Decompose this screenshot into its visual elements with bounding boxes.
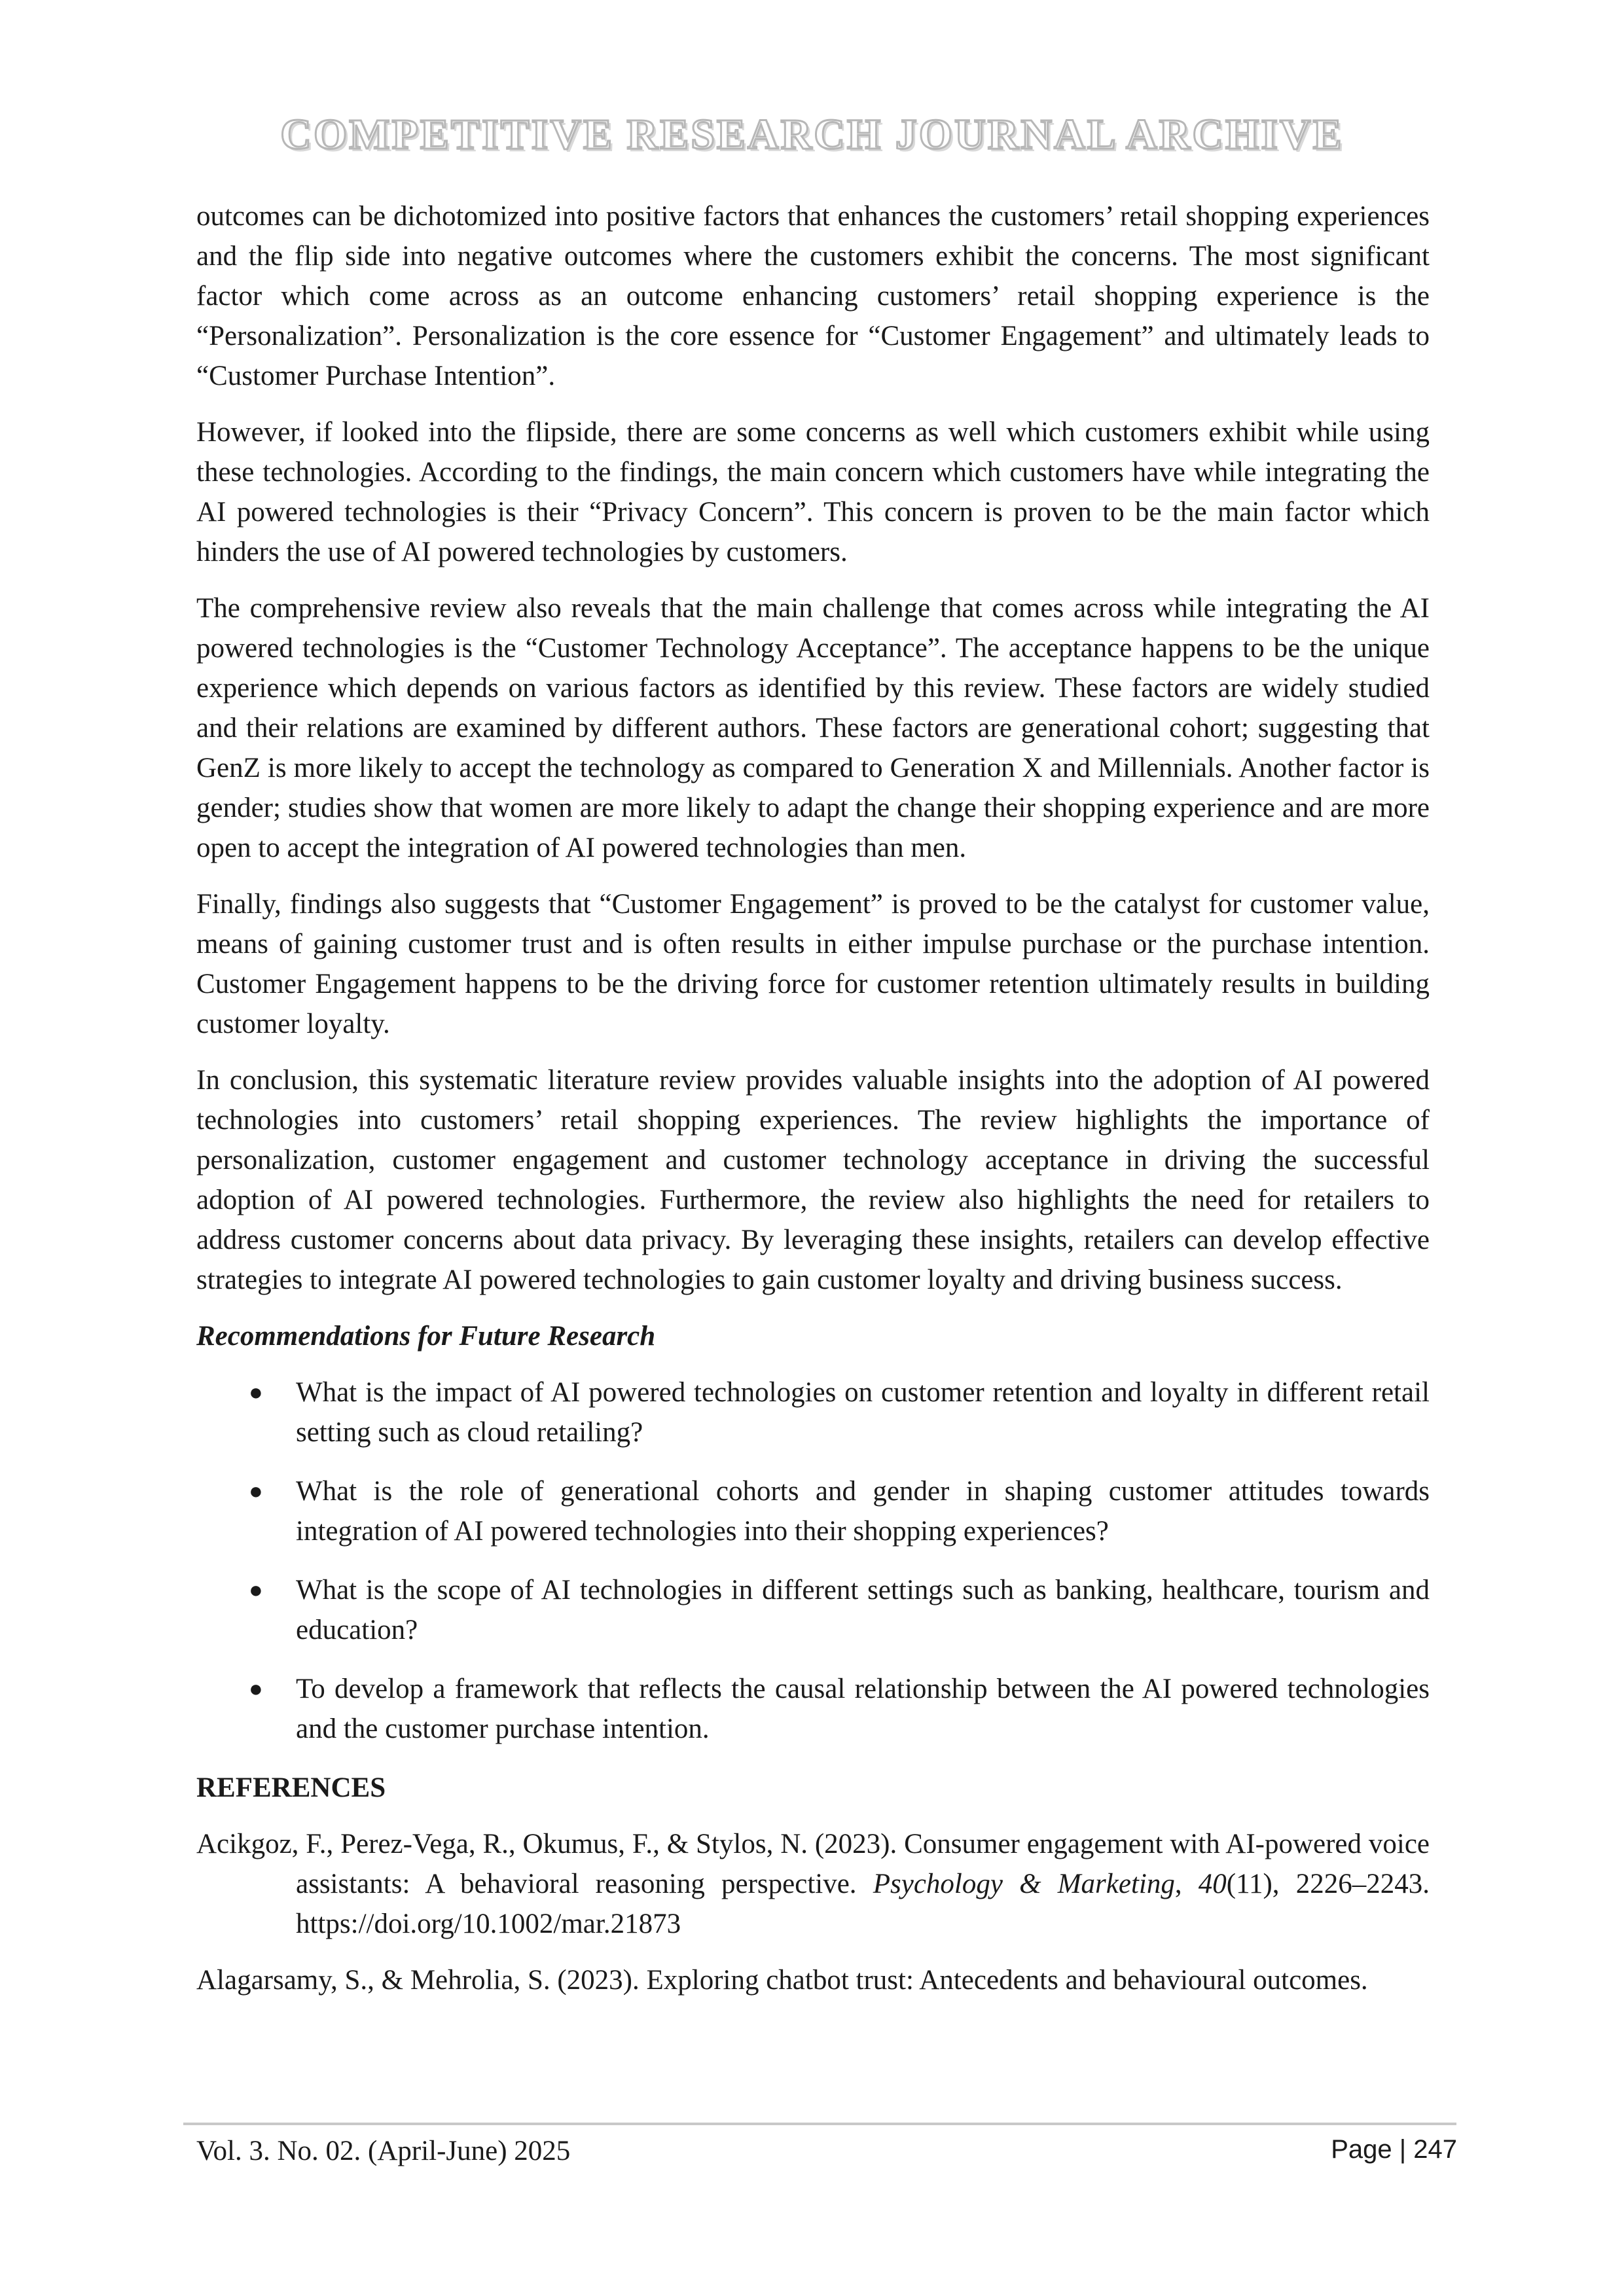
list-item bbox=[196, 1471, 1430, 1551]
reference-authors-title: Acikgoz, F., Perez-Vega, R., Okumus, F., & Stylos, N. (2023). Consumer engagement with AI-powered voice assistants: A behavioral reasoning perspective. bbox=[196, 1829, 1430, 1899]
bullet-icon: ● bbox=[249, 1676, 263, 1702]
footer-volume-info: Vol. 3. No. 02. (April-June) 2025 bbox=[196, 2136, 571, 2166]
list-item-text: What is the role of generational cohorts and gender in shaping customer attitudes towards integration of AI powered technologies into their shopping experiences? bbox=[296, 1476, 1430, 1547]
body-paragraph: outcomes can be dichotomized into positive factors that enhances the customers’ retail shopping experiences and the flip side into negative outcomes where the customers exhibit the concerns. The most significant factor which come across as an outcome enhancing customers’ retail shopping experience is the “Personalization”. Personalization is the core essence for “Customer Engagement” and ultimately leads to “Customer Purchase Intention”. bbox=[196, 201, 1430, 391]
list-item bbox=[196, 1669, 1430, 1749]
references-heading: REFERENCES bbox=[196, 1772, 386, 1803]
reference-entry bbox=[196, 1824, 1430, 1944]
page-content bbox=[196, 196, 1430, 2017]
reference-volume: 40 bbox=[1198, 1869, 1227, 1899]
bullet-icon: ● bbox=[249, 1478, 263, 1504]
body-paragraph: The comprehensive review also reveals that the main challenge that comes across while integrating the AI powered technologies is the “Customer Technology Acceptance”. The acceptance happens to be the unique experience which depends on various factors as identified by this review. These factors are widely studied and their relations are examined by different authors. These factors are generational cohort; suggesting that GenZ is more likely to accept the technology as compared to Generation X and Millennials. Another factor is gender; studies show that women are more likely to adapt the change their shopping experience and are more open to accept the integration of AI powered technologies than men. bbox=[196, 593, 1430, 863]
bullet-icon: ● bbox=[249, 1577, 263, 1603]
list-item bbox=[196, 1372, 1430, 1452]
reference-separator: , bbox=[1174, 1869, 1199, 1899]
footer-divider bbox=[183, 2123, 1456, 2125]
body-paragraph: However, if looked into the flipside, there are some concerns as well which customers exhibit while using these technologies. According to the findings, the main concern which customers have while integrating the AI powered technologies is their “Privacy Concern”. This concern is proven to be the main factor which hinders the use of AI powered technologies by customers. bbox=[196, 417, 1430, 567]
page-number: Page | 247 bbox=[1331, 2135, 1457, 2164]
list-item-text: What is the scope of AI technologies in different settings such as banking, healthcare, tourism and education? bbox=[296, 1575, 1430, 1645]
bullet-icon: ● bbox=[249, 1379, 263, 1405]
recommendations-list bbox=[196, 1372, 1430, 1749]
reference-text: Alagarsamy, S., & Mehrolia, S. (2023). Exploring chatbot trust: Antecedents and behavioural outcomes. bbox=[196, 1965, 1368, 1996]
list-item-text: What is the impact of AI powered technologies on customer retention and loyalty in different retail setting such as cloud retailing? bbox=[296, 1377, 1430, 1448]
reference-entry bbox=[196, 1960, 1430, 2000]
journal-masthead: COMPETITIVE RESEARCH JOURNAL ARCHIVE bbox=[280, 111, 1344, 158]
body-paragraph: In conclusion, this systematic literature review provides valuable insights into the adoption of AI powered technologies into customers’ retail shopping experiences. The review highlights the importance of personalization, customer engagement and customer technology acceptance in driving the successful adoption of AI powered technologies. Furthermore, the review also highlights the need for retailers to address customer concerns about data privacy. By leveraging these insights, retailers can develop effective strategies to integrate AI powered technologies to gain customer loyalty and driving business success. bbox=[196, 1065, 1430, 1295]
recommendations-heading: Recommendations for Future Research bbox=[196, 1321, 656, 1352]
list-item bbox=[196, 1570, 1430, 1650]
reference-issue-pages-doi: (11), 2226–2243. https://doi.org/10.1002/mar.21873 bbox=[296, 1869, 1430, 1939]
list-item-text: To develop a framework that reflects the causal relationship between the AI powered technologies and the customer purchase intention. bbox=[296, 1674, 1430, 1744]
body-paragraph: Finally, findings also suggests that “Customer Engagement” is proved to be the catalyst for customer value, means of gaining customer trust and is often results in either impulse purchase or the purchase intention. Customer Engagement happens to be the driving force for customer retention ultimately results in building customer loyalty. bbox=[196, 889, 1430, 1039]
reference-journal: Psychology & Marketing bbox=[873, 1869, 1175, 1899]
